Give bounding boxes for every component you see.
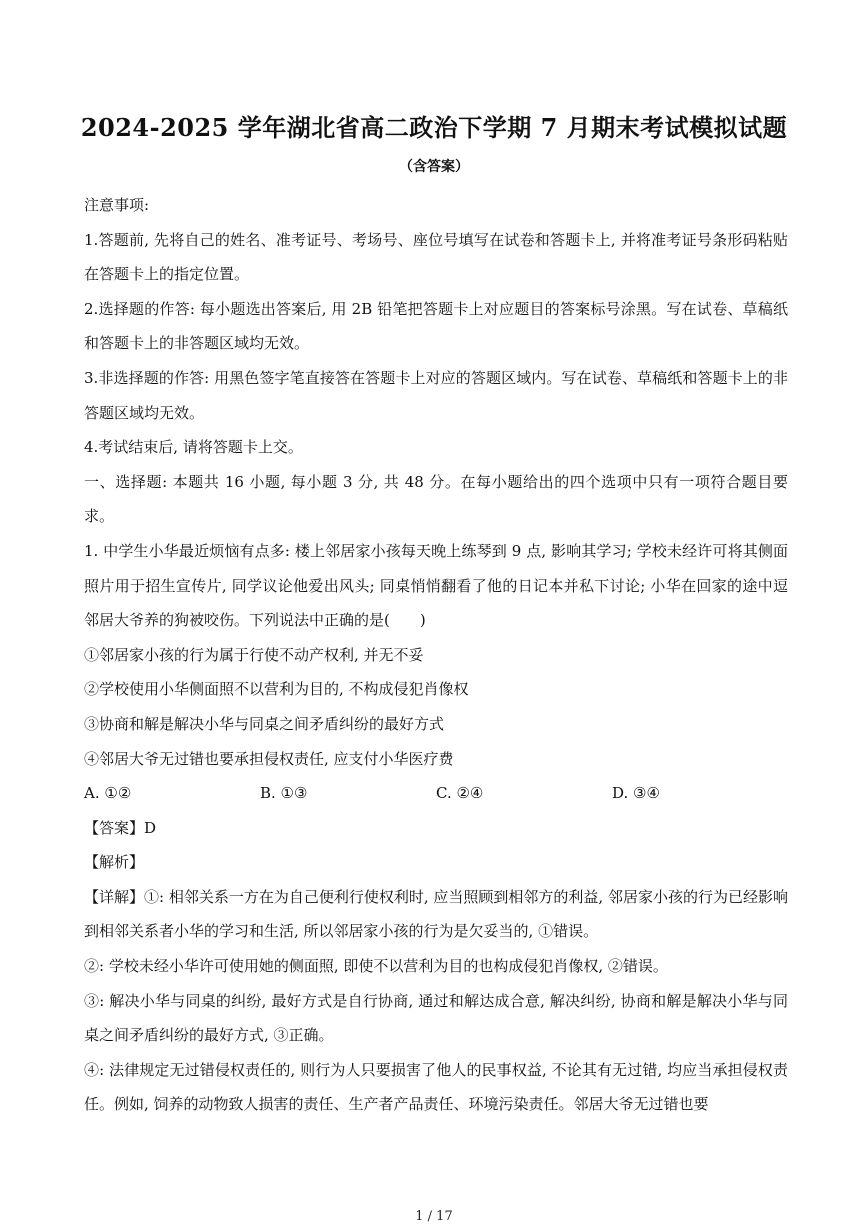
statement-3: ③协商和解是解决小华与同桌之间矛盾纠纷的最好方式 — [84, 714, 445, 733]
statement-2: ②学校使用小华侧面照不以营利为目的, 不构成侵犯肖像权 — [84, 680, 469, 699]
analysis-paragraph-3: ③: 解决小华与同桌的纠纷, 最好方式是自行协商, 通过和解达成合意, 解决纠纷, 协商和解是解决小华与同桌之间矛盾纠纷的最好方式, ③正确。 — [84, 991, 788, 1045]
analysis-label: 【解析】 — [84, 853, 145, 872]
page-title: 2024-2025 学年湖北省高二政治下学期 7 月期末考试模拟试题 — [80, 113, 788, 142]
page-number: 1 / 17 — [415, 1209, 453, 1224]
option-d: D. ③④ — [612, 784, 660, 803]
notice-item-4: 4.考试结束后, 请将答题卡上交。 — [84, 438, 303, 457]
notice-heading: 注意事项: — [84, 196, 150, 214]
statement-4: ④邻居大爷无过错也要承担侵权责任, 应支付小华医疗费 — [84, 749, 454, 768]
notice-item-1: 1.答题前, 先将自己的姓名、准考证号、考场号、座位号填写在试卷和答题卡上, 并将准考证号条形码粘贴在答题卡上的指定位置。 — [84, 230, 788, 284]
option-a: A. ①② — [84, 784, 132, 803]
analysis-paragraph-1: 【详解】①: 相邻关系一方在为自己便利行使权利时, 应当照顾到相邻方的利益, 邻居家小孩的行为已经影响到相邻关系者小华的学习和生活, 所以邻居家小孩的行为是欠妥当的, ①错误。 — [84, 887, 788, 941]
notice-item-2: 2.选择题的作答: 每小题选出答案后, 用 2B 铅笔把答题卡上对应题目的答案标号涂黑。写在试卷、草稿纸和答题卡上的非答题区域均无效。 — [84, 299, 788, 353]
notice-item-3: 3.非选择题的作答: 用黑色签字笔直接答在答题卡上对应的答题区域内。写在试卷、草稿纸和答题卡上的非答题区域均无效。 — [84, 368, 788, 422]
analysis-paragraph-2: ②: 学校未经小华许可使用她的侧面照, 即使不以营利为目的也构成侵犯肖像权, ②错误。 — [84, 957, 668, 976]
section-heading: 一、选择题: 本题共 16 小题, 每小题 3 分, 共 48 分。在每小题给出的四个选项中只有一项符合题目要求。 — [84, 472, 788, 526]
document-body — [84, 188, 788, 1122]
answer-line: 【答案】D — [84, 818, 157, 837]
page-subtitle: （含答案） — [399, 159, 469, 175]
answer-options — [84, 776, 788, 811]
analysis-paragraph-4: ④: 法律规定无过错侵权责任的, 则行为人只要损害了他人的民事权益, 不论其有无过错, 均应当承担侵权责任。例如, 饲养的动物致人损害的责任、生产者产品责任、环境污染责任。邻居大爷无过错也要 — [84, 1060, 788, 1114]
statement-1: ①邻居家小孩的行为属于行使不动产权利, 并无不妥 — [84, 645, 424, 664]
question-stem: 1. 中学生小华最近烦恼有点多: 楼上邻居家小孩每天晚上练琴到 9 点, 影响其学习; 学校未经许可将其侧面照片用于招生宣传片, 同学议论他爱出风头; 同桌悄悄翻看了他的日记本并私下讨论; 小华在回家的途中逗邻居大爷养的狗被咬伤。下列说法中正确的是( ) — [84, 541, 788, 630]
option-c: C. ②④ — [436, 784, 484, 803]
option-b: B. ①③ — [260, 784, 308, 803]
